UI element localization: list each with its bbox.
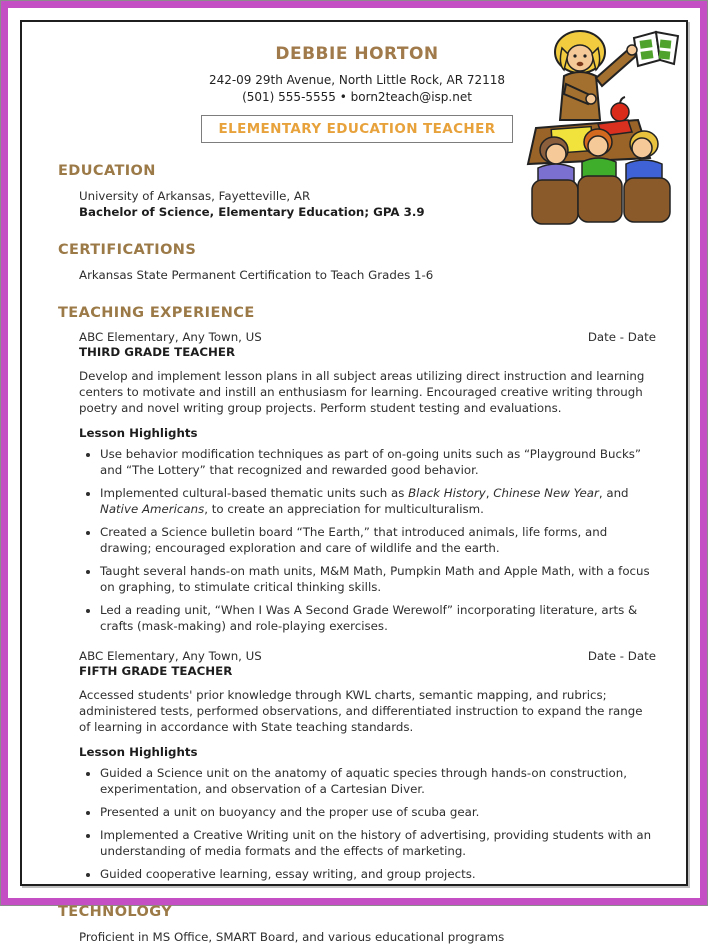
- highlight-item: • Led a reading unit, “When I Was A Second Grade Werewolf” incorporating literature, arts & crafts (mask-making) and role-playing exercises.: [100, 602, 656, 634]
- highlight-item: • Guided a Science unit on the anatomy of aquatic species through hands-on construction, experimentation, and observation of a Cartesian Diver.: [100, 765, 656, 797]
- candidate-name: DEBBIE HORTON: [275, 44, 439, 64]
- job-header-row: [79, 330, 656, 345]
- highlight-item: • Presented a unit on buoyancy and the proper use of scuba gear.: [100, 804, 656, 820]
- lesson-highlights-label: Lesson Highlights: [79, 745, 198, 759]
- job-entry: [79, 649, 656, 882]
- outer-page-border: [1, 1, 707, 944]
- highlight-item: • Use behavior modification techniques as part of on-going units such as “Playground Bucks” and “The Lottery” that recognized and rewarded good behavior.: [100, 446, 656, 478]
- job-summary: Accessed students' prior knowledge through KWL charts, semantic mapping, and rubrics; administered tests, performed observations, and differentiated instruction to expand the range of learning in accordance with State teaching standards.: [79, 688, 643, 734]
- highlight-item: • Created a Science bulletin board “The Earth,” that introduced animals, life forms, and drawing; encouraged exploration and care of wildlife and the earth.: [100, 524, 656, 556]
- teacher-clipart: [522, 24, 682, 226]
- highlight-list: [79, 446, 656, 634]
- job-title-badge: ELEMENTARY EDUCATION TEACHER: [201, 115, 512, 143]
- jobs: [79, 330, 656, 882]
- section-heading-technology: TECHNOLOGY: [58, 904, 173, 920]
- section-heading-experience: TEACHING EXPERIENCE: [58, 305, 255, 321]
- education-degree: Bachelor of Science, Elementary Education; GPA 3.9: [79, 205, 425, 219]
- highlight-item: • Guided cooperative learning, essay writing, and group projects.: [100, 866, 656, 882]
- highlight-item: • Taught several hands-on math units, M&M Math, Pumpkin Math and Apple Math, with a focus on graphing, to stimulate critical thinking skills.: [100, 563, 656, 595]
- education-school: University of Arkansas, Fayetteville, AR: [79, 189, 311, 203]
- job-title: THIRD GRADE TEACHER: [79, 345, 236, 359]
- contact-line: (501) 555-5555 • born2teach@isp.net: [242, 90, 472, 104]
- booklet-icon: [634, 32, 678, 66]
- section-heading-education: EDUCATION: [58, 163, 156, 179]
- lesson-highlights-label: Lesson Highlights: [79, 426, 198, 440]
- certification-line: Arkansas State Permanent Certification to Teach Grades 1-6: [79, 268, 434, 282]
- job-header-row: [79, 649, 656, 664]
- job-employer: ABC Elementary, Any Town, US: [79, 330, 262, 344]
- job-entry: [79, 330, 656, 634]
- highlight-item: • Implemented a Creative Writing unit on the history of advertising, providing students with an understanding of media formats and the effects of marketing.: [100, 827, 656, 859]
- address-line: 242-09 29th Avenue, North Little Rock, AR 72118: [208, 73, 506, 87]
- job-dates: Date - Date: [587, 330, 656, 344]
- students: [532, 129, 670, 224]
- job-summary: Develop and implement lesson plans in all subject areas utilizing direct instruction and learning centers to motivate and instill an enthusiasm for learning. Encouraged creative writing through poetry and novel writing group projects. Perform student testing and evaluations.: [79, 369, 645, 415]
- job-dates: Date - Date: [587, 649, 656, 663]
- highlight-item: • Implemented cultural-based thematic units such as Black History, Chinese New Year, and Native Americans, to create an appreciation for multiculturalism.: [100, 485, 656, 517]
- inner-content-frame: [20, 20, 688, 944]
- job-employer: ABC Elementary, Any Town, US: [79, 649, 262, 663]
- technology-line: Proficient in MS Office, SMART Board, and various educational programs: [79, 930, 505, 944]
- section-heading-certifications: CERTIFICATIONS: [58, 242, 197, 258]
- job-title: FIFTH GRADE TEACHER: [79, 664, 233, 678]
- highlight-list: [79, 765, 656, 882]
